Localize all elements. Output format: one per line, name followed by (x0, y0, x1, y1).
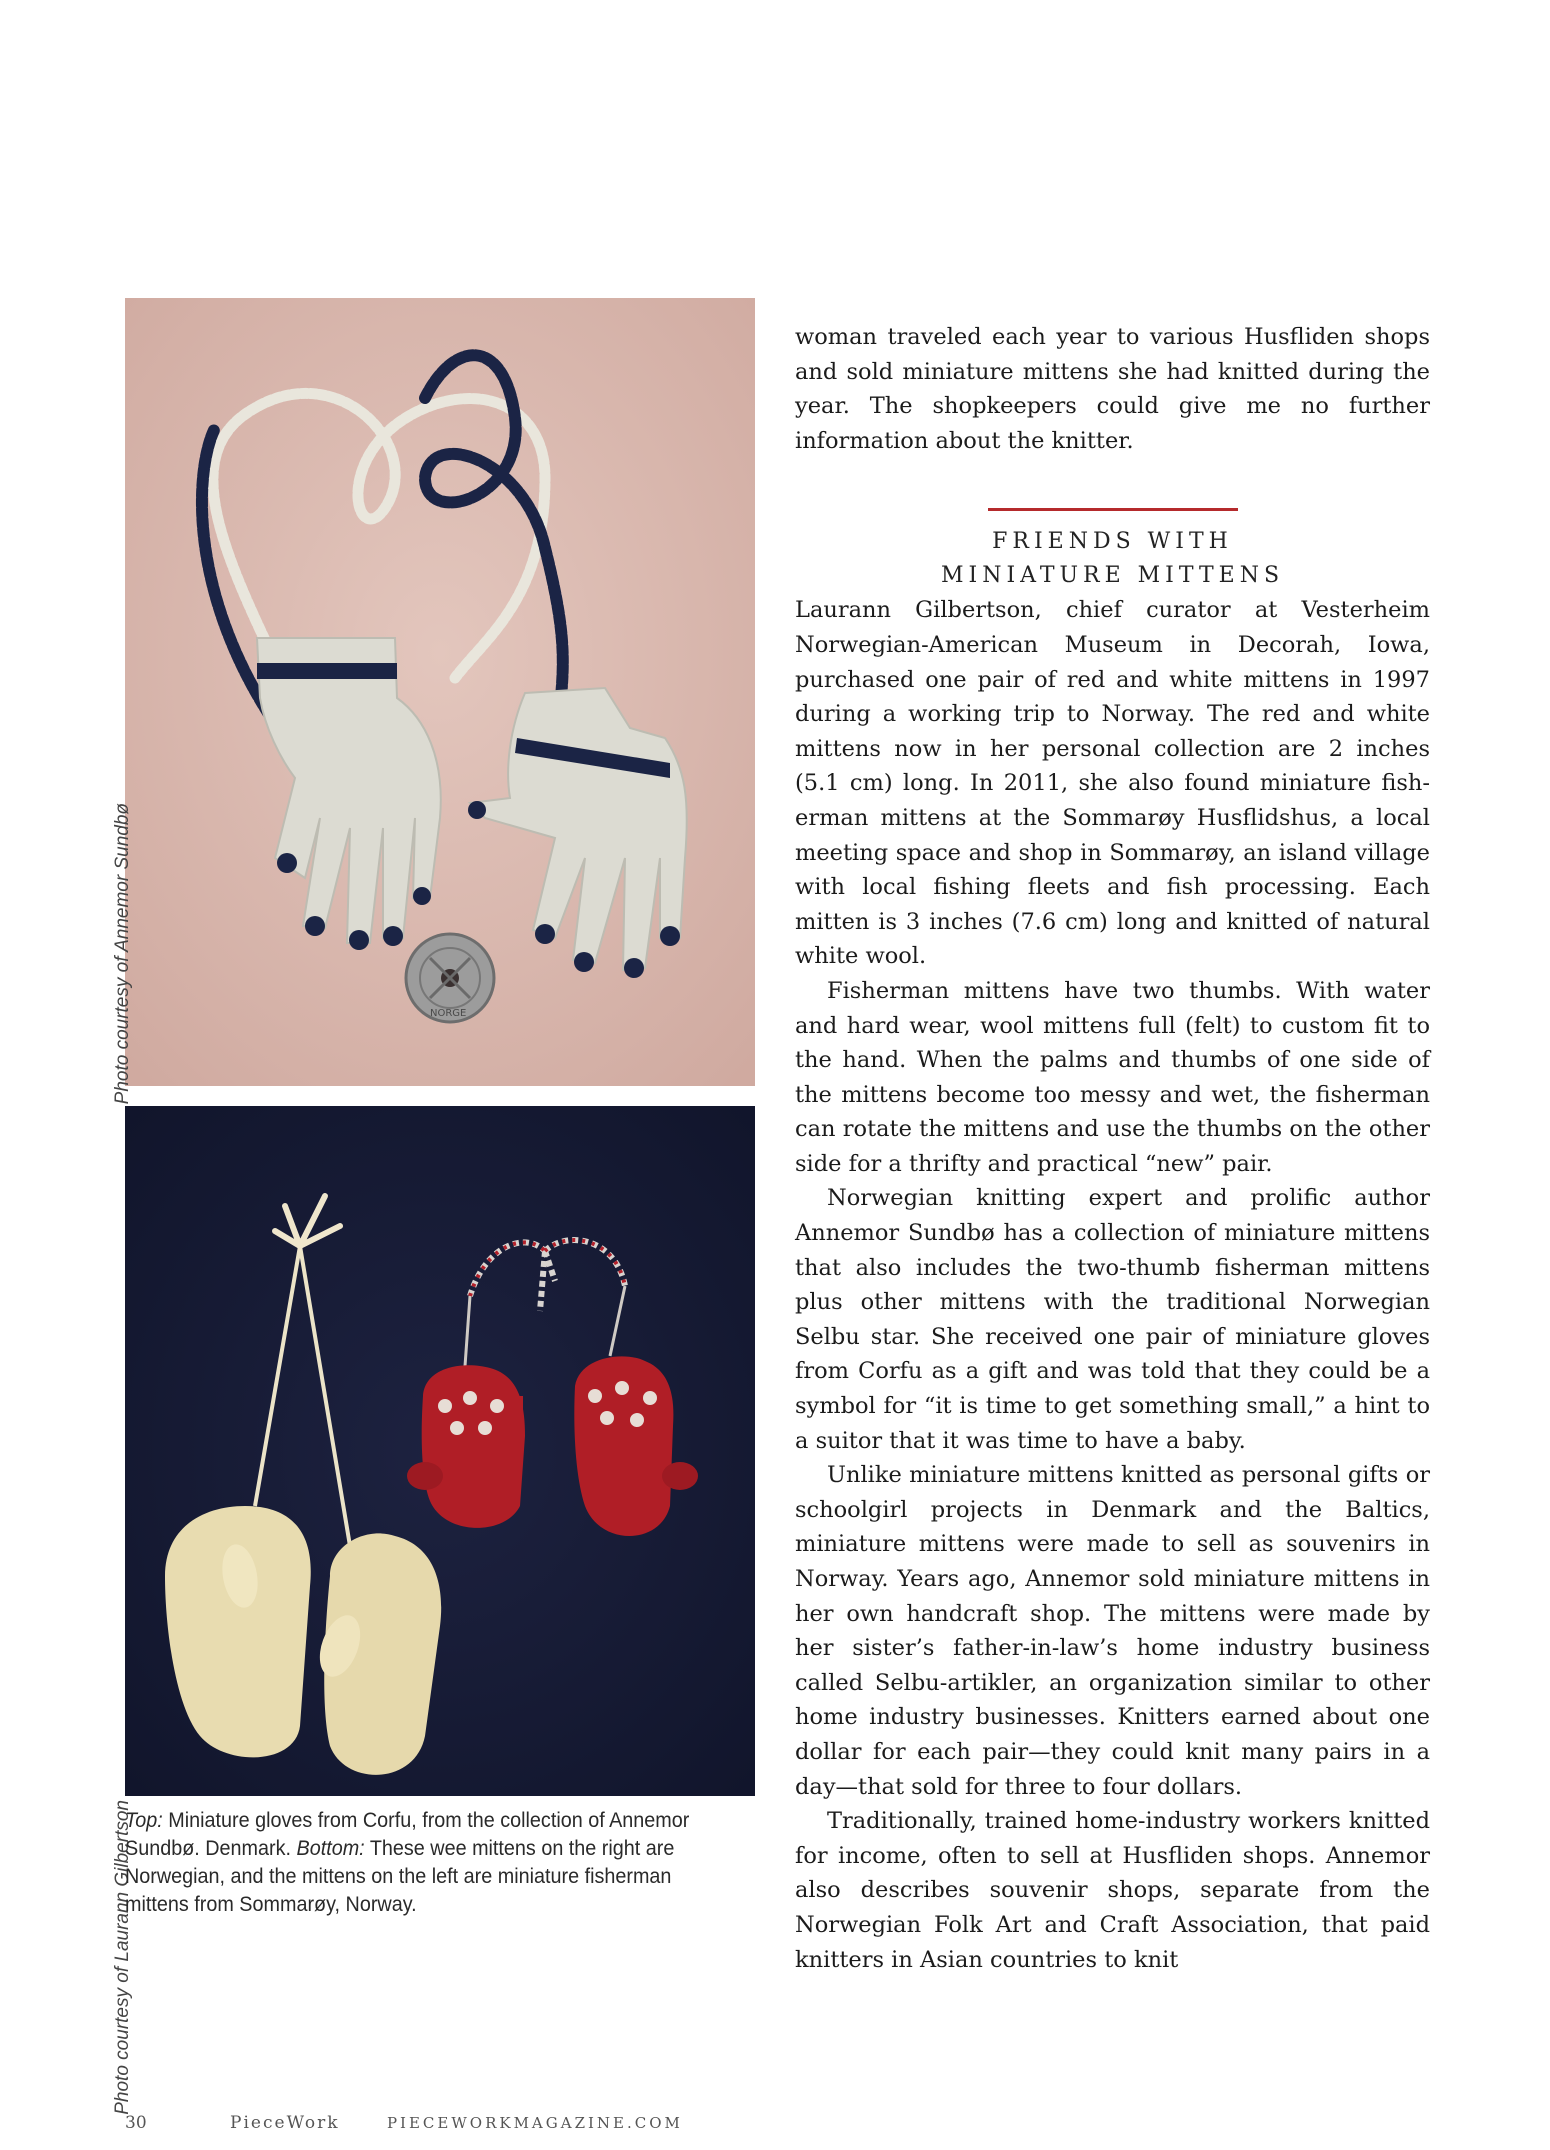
caption-bottom-label: Bottom: (296, 1836, 365, 1860)
intro-paragraph: woman traveled each year to various Husfliden shops and sold miniature mittens she had knitted during the year. The shopkeepers could give me no further information about the knitter. (795, 324, 1430, 454)
coin-text: NORGE (430, 1008, 467, 1019)
fisherman-mitten-right (312, 1533, 441, 1774)
body-paragraph: Traditionally, trained home-industry workers knitted for income, often to sell at Husfliden shops. Annemor also describes souvenir shops, separate from the Norwegian Folk Art and Craft Association, that paid knitters in Asian countries to knit (795, 1808, 1430, 1973)
caption-bottom-text: These wee mittens on the right are Norwegian, and the mittens on the left are miniature fisherman mittens from Sommarøy, Norway. (125, 1836, 675, 1916)
section-divider (988, 508, 1238, 511)
article-column (795, 320, 1430, 1977)
page-number: 30 (125, 2113, 147, 2133)
magazine-name: PieceWork (230, 2113, 340, 2133)
body-paragraph: Norwegian knitting expert and prolific author Annemor Sundbø has a collection of miniature mittens that also includes the two-thumb fisherman mittens plus other mittens with the traditional Norwegian Selbu star. She received one pair of miniature gloves from Corfu as a gift and was told that they could be a symbol for “it is time to get something small,” a hint to a suitor that it was time to have a baby. (795, 1185, 1430, 1454)
photo-miniature-mittens (125, 1106, 755, 1796)
section-heading-line2: MINIATURE MITTENS (940, 563, 1285, 589)
magazine-website: PIECEWORKMAGAZINE.COM (386, 2114, 683, 2132)
gloves-illustration (125, 298, 755, 1086)
photo-caption (125, 1806, 705, 1918)
section-heading-line1: FRIENDS WITH (992, 529, 1233, 555)
body-paragraph: Unlike miniature mittens knitted as personal gifts or schoolgirl projects in Denmark and the Baltics, miniature mittens were made to sell as souvenirs in Norway. Years ago, Annemor sold miniature mittens in her own handcraft shop. The mittens were made by her sister’s father-in-law’s home industry business called Selbu-artikler, an organization similar to other home industry businesses. Knitters earned about one dollar for each pair—they could knit many pairs in a day—that sold for three to four dollars. (795, 1462, 1430, 1800)
coin (406, 934, 494, 1022)
body-paragraph: Laurann Gilbertson, chief curator at Vesterheim Norwegian-American Museum in Decorah, Iowa, purchased one pair of red and white mittens in 1997 during a working trip to Norway. The red and white mittens now in her personal collection are 2 inches (5.1 cm) long. In 2011, she also found miniature fisherman mittens at the Sommarøy Husflidshus, a local meeting space and shop in Sommarøy, an island village with local fishing fleets and fish processing. Each mitten is 3 inches (7.6 cm) long and knitted of natural white wool. (795, 597, 1430, 970)
photo-miniature-gloves (125, 298, 755, 1086)
page-footer (125, 2113, 683, 2133)
mittens-illustration (125, 1106, 755, 1796)
caption-top-text: Miniature gloves from Corfu, from the collection of Annemor Sundbø. Denmark. (125, 1808, 690, 1860)
caption-top-label: Top: (125, 1808, 163, 1832)
body-paragraph: Fisherman mittens have two thumbs. With water and hard wear, wool mittens full (felt) to custom fit to the hand. When the palms and thumbs of one side of the mittens become too messy and wet, the fisherman can rotate the mittens and use the thumbs on the other side for a thrifty and practical “new” pair. (795, 977, 1430, 1177)
section-heading (795, 525, 1430, 593)
